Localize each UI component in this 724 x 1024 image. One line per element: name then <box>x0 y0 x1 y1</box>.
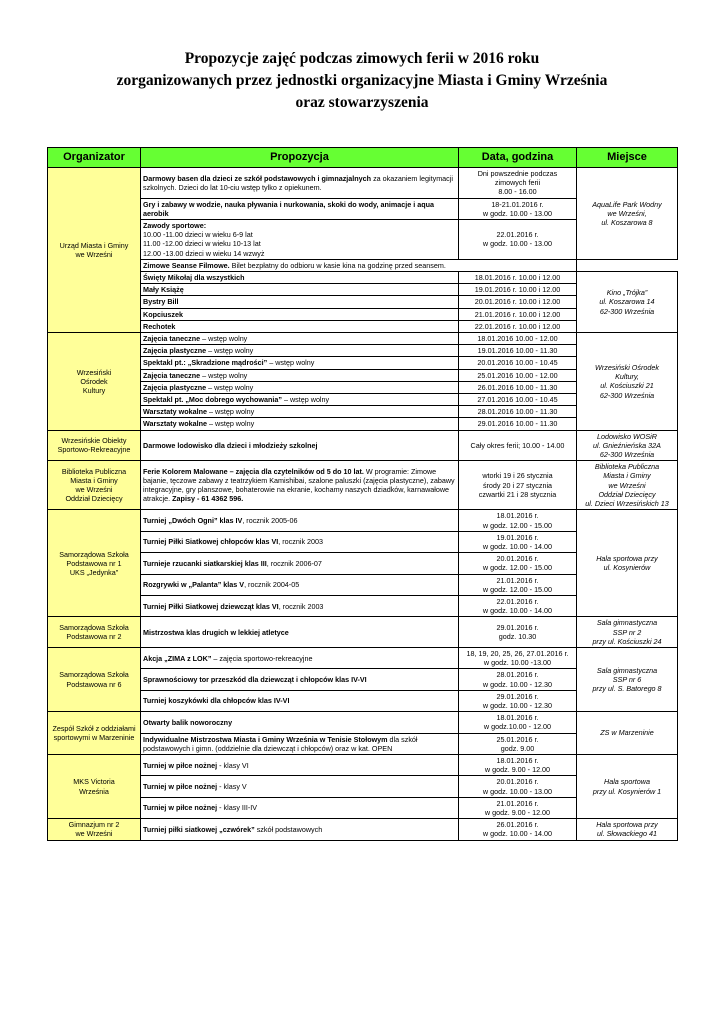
date-cell: 18.01.2016 10.00 - 12.00 <box>459 333 577 345</box>
date-cell: 21.01.2016 r. w godz. 12.00 - 15.00 <box>459 574 577 595</box>
organizer-cell: Wrzesiński Ośrodek Kultury <box>48 333 141 431</box>
proposal-cell <box>141 333 459 345</box>
date-cell: 25.01.2016 r. godz. 9.00 <box>459 733 577 754</box>
organizer-cell: Samorządowa Szkoła Podstawowa nr 1 UKS „Jedynka” <box>48 510 141 617</box>
proposal-cell <box>141 461 459 510</box>
proposal-cell <box>141 406 459 418</box>
place-cell: ZS w Marzeninie <box>577 712 678 755</box>
organizer-cell: Samorządowa Szkoła Podstawowa nr 2 <box>48 617 141 648</box>
date-cell: 18, 19, 20, 25, 26, 27.01.2016 r. w godz. 10.00 -13.00 <box>459 647 577 668</box>
header-organizer: Organizator <box>48 148 141 168</box>
proposal-cell <box>141 369 459 381</box>
date-cell: 20.01.2016 r. w godz. 10.00 - 13.00 <box>459 776 577 797</box>
organizer-cell: Urząd Miasta i Gminy we Wrześni <box>48 168 141 333</box>
proposal-details: , rocznik 2003 <box>278 537 324 547</box>
date-cell: Dni powszednie podczas zimowych ferii 8.00 - 16.00 <box>459 168 577 199</box>
proposal-title: Turniej koszykówki dla chłopców klas IV-VI <box>143 696 290 706</box>
proposal-details: – wstęp wolny <box>200 334 248 344</box>
proposal-title: Turniej „Dwóch Ogni” klas IV <box>143 515 243 525</box>
proposal-cell <box>141 430 459 461</box>
date-cell: 19.01.2016 r. w godz. 10.00 - 14.00 <box>459 531 577 552</box>
table-body <box>48 168 678 841</box>
proposal-cell <box>141 320 459 332</box>
place-cell: Sala gimnastyczna SSP nr 6 przy ul. S. Batorego 8 <box>577 647 678 711</box>
proposal-details: - klasy III-IV <box>217 803 258 813</box>
date-cell: 19.01.2016 10.00 - 11.30 <box>459 345 577 357</box>
proposal-details: , rocznik 2006-07 <box>266 558 322 568</box>
proposal-cell <box>141 574 459 595</box>
date-cell: 26.01.2016 r. w godz. 10.00 - 14.00 <box>459 819 577 840</box>
proposal-cell <box>141 510 459 531</box>
proposal-cell <box>141 647 459 668</box>
page-title <box>0 48 724 114</box>
proposal-title: Turniej Piłki Siatkowej dziewcząt klas VI <box>143 601 279 611</box>
proposal-cell <box>141 617 459 648</box>
table-row <box>48 168 678 199</box>
proposal-cell <box>141 381 459 393</box>
proposal-cell <box>141 168 459 199</box>
proposal-cell <box>141 272 459 284</box>
proposal-title: Zajęcia taneczne <box>143 370 201 380</box>
proposal-cell <box>141 690 459 711</box>
date-cell: 18.01.2016 r. w godz. 12.00 - 15.00 <box>459 510 577 531</box>
proposal-title: Zawody sportowe: <box>143 221 207 231</box>
place-cell: AquaLife Park Wodny we Wrześni, ul. Koszarowa 8 <box>577 168 678 260</box>
date-cell: 20.01.2016 r. 10.00 i 12.00 <box>459 296 577 308</box>
proposal-title: Turnieje rzucanki siatkarskiej klas III <box>143 558 267 568</box>
proposal-title: Warsztaty wokalne <box>143 407 208 417</box>
proposal-title: Bystry Bill <box>143 297 179 307</box>
proposal-title: Otwarty balik noworoczny <box>143 717 233 727</box>
header-date: Data, godzina <box>459 148 577 168</box>
proposal-title: Zajęcia plastyczne <box>143 346 207 356</box>
date-cell: wtorki 19 i 26 stycznia środy 20 i 27 stycznia czwartki 21 i 28 stycznia <box>459 461 577 510</box>
proposal-title: Turniej Piłki Siatkowej chłopców klas VI <box>143 537 279 547</box>
date-cell: 29.01.2016 r. w godz. 10.00 - 12.30 <box>459 690 577 711</box>
proposal-details: – wstęp wolny <box>207 407 255 417</box>
proposal-cell <box>141 259 577 271</box>
organizer-cell: MKS Victoria Września <box>48 754 141 818</box>
proposal-cell <box>141 553 459 574</box>
proposal-title: Rozgrywki w „Palanta” klas V <box>143 580 245 590</box>
proposal-title: Sprawnościowy tor przeszkód dla dziewcząt i chłopców klas IV-VI <box>143 674 367 684</box>
proposal-cell <box>141 220 459 260</box>
proposal-title: Kopciuszek <box>143 309 183 319</box>
proposal-details: - klasy V <box>217 781 247 791</box>
proposal-cell <box>141 296 459 308</box>
place-cell: Wrzesiński Ośrodek Kultury, ul. Kościuszki 21 62-300 Września <box>577 333 678 431</box>
date-cell: 18.01.2016 r. w godz.10.00 - 12.00 <box>459 712 577 733</box>
proposal-title: Warsztaty wokalne <box>143 419 208 429</box>
organizer-cell: Biblioteka Publiczna Miasta i Gminy we Wrześni Oddział Dziecięcy <box>48 461 141 510</box>
proposal-cell <box>141 418 459 430</box>
proposal-title: Gry i zabawy w wodzie, nauka pływania i nurkowania, skoki do wody, animacje i aqua aerobik <box>143 199 435 218</box>
date-cell: 28.01.2016 10.00 - 11.30 <box>459 406 577 418</box>
date-cell: 25.01.2016 10.00 - 12.00 <box>459 369 577 381</box>
date-cell: 18-21.01.2016 r. w godz. 10.00 - 13.00 <box>459 198 577 219</box>
table-row <box>48 510 678 531</box>
proposal-title: Darmowy basen dla dzieci ze szkół podstawowych i gimnazjalnych <box>143 173 372 183</box>
proposal-details: - klasy VI <box>217 760 249 770</box>
date-cell: Cały okres ferii; 10.00 - 14.00 <box>459 430 577 461</box>
date-cell: 22.01.2016 r. 10.00 i 12.00 <box>459 320 577 332</box>
proposal-title: Rechotek <box>143 321 176 331</box>
proposal-title: Zimowe Seanse Filmowe. <box>143 260 230 270</box>
proposal-title: Turniej w piłce nożnej <box>143 803 218 813</box>
date-cell: 22.01.2016 r. w godz. 10.00 - 13.00 <box>459 220 577 260</box>
proposal-details: – wstęp wolny <box>267 358 315 368</box>
place-cell: Lodowisko WOSiR ul. Gnieźnieńska 32A 62-300 Września <box>577 430 678 461</box>
proposal-title: Spektakl pt.: „Skradzione mądrości” <box>143 358 268 368</box>
proposal-cell <box>141 754 459 775</box>
header-row <box>48 148 678 168</box>
table-row <box>48 430 678 461</box>
place-cell: Hala sportowa przy ul. Słowackiego 41 <box>577 819 678 840</box>
proposal-title: Mały Książę <box>143 285 184 295</box>
proposal-cell <box>141 776 459 797</box>
proposal-cell <box>141 531 459 552</box>
place-cell: Kino „Trójka” ul. Koszarowa 14 62-300 Września <box>577 272 678 333</box>
proposal-cell <box>141 797 459 818</box>
proposal-title: Darmowe lodowisko dla dzieci i młodzieży szkolnej <box>143 440 318 450</box>
proposal-title: Zajęcia taneczne <box>143 334 201 344</box>
proposal-cell <box>141 669 459 690</box>
proposal-details: 10.00 -11.00 dzieci w wieku 6-9 lat 11.00 -12.00 dzieci w wieku 10-13 lat 12.00 -13.00 dzieci w wieku 14 wzwyż <box>143 230 265 258</box>
proposal-title: Mistrzostwa klas drugich w lekkiej atletyce <box>143 627 289 637</box>
proposal-details: , rocznik 2005-06 <box>242 515 298 525</box>
place-cell: Biblioteka Publiczna Miasta i Gminy we Wrześni Oddział Dziecięcy ul. Dzieci Wrzesińskich 13 <box>577 461 678 510</box>
proposal-details: – wstęp wolny <box>206 382 254 392</box>
table-row <box>48 647 678 668</box>
proposal-title: Święty Mikołaj dla wszystkich <box>143 273 245 283</box>
events-table <box>47 147 678 841</box>
proposal-details: – wstęp wolny <box>206 346 254 356</box>
date-cell: 29.01.2016 r. godz. 10.30 <box>459 617 577 648</box>
date-cell: 19.01.2016 r. 10.00 i 12.00 <box>459 284 577 296</box>
place-cell: Hala sportowa przy ul. Kosynierów <box>577 510 678 617</box>
proposal-cell <box>141 198 459 219</box>
proposal-title: Spektakl pt. „Moc dobrego wychowania” <box>143 395 282 405</box>
organizer-cell: Gimnazjum nr 2 we Wrześni <box>48 819 141 840</box>
date-cell: 20.01.2016 r. w godz. 12.00 - 15.00 <box>459 553 577 574</box>
proposal-details: – wstęp wolny <box>281 395 330 405</box>
date-cell: 18.01.2016 r. w godz. 9.00 - 12.00 <box>459 754 577 775</box>
date-cell: 21.01.2016 r. 10.00 i 12.00 <box>459 308 577 320</box>
table-row <box>48 333 678 345</box>
proposal-cell <box>141 308 459 320</box>
date-cell: 21.01.2016 r. w godz. 9.00 - 12.00 <box>459 797 577 818</box>
table-row <box>48 754 678 775</box>
date-cell: 28.01.2016 r. w godz. 10.00 - 12.30 <box>459 669 577 690</box>
organizer-cell: Wrzesińskie Obiekty Sportowo-Rekreacyjne <box>48 430 141 461</box>
title-line-2: zorganizowanych przez jednostki organizacyjne Miasta i Gminy Września <box>116 72 608 89</box>
proposal-details: – wstęp wolny <box>200 370 248 380</box>
date-cell: 26.01.2016 10.00 - 11.30 <box>459 381 577 393</box>
place-cell: Hala sportowa przy ul. Kosynierów 1 <box>577 754 678 818</box>
proposal-title: Zajęcia plastyczne <box>143 382 207 392</box>
proposal-cell <box>141 284 459 296</box>
date-cell: 27.01.2016 10.00 - 10.45 <box>459 394 577 406</box>
table-row <box>48 461 678 510</box>
table-row <box>48 259 678 271</box>
proposal-cell <box>141 819 459 840</box>
proposal-cell <box>141 357 459 369</box>
header-proposal: Propozycja <box>141 148 459 168</box>
proposal-details: W programie: Zimowe bajanie, tęczowe zabawy z teatrzykiem Kamishibai, szalone paluszki (zajęcia plastyczne), zabawy integracyjne, gry planszowe, bohaterowie na ekranie, kochamy naszych dziadków, karnawałowe atrakcje. <box>143 466 455 504</box>
proposal-details: – zajęcia sportowo-rekreacyjne <box>211 653 313 663</box>
proposal-contact: Zapisy - 61 4362 596. <box>172 494 244 504</box>
proposal-cell <box>141 712 459 733</box>
proposal-title: Indywidualne Mistrzostwa Miasta i Gminy Września w Tenisie Stołowym <box>143 734 388 744</box>
proposal-cell <box>141 345 459 357</box>
date-cell: 20.01.2016 10.00 - 10.45 <box>459 357 577 369</box>
table-row <box>48 272 678 284</box>
date-cell: 29.01.2016 10.00 - 11.30 <box>459 418 577 430</box>
proposal-details: dla szkół podstawowych i gimn. (oddzielnie dla dziewcząt i chłopców) oraz w kat. OPEN <box>143 734 418 753</box>
proposal-title: Turniej piłki siatkowej „czwórek” <box>143 824 255 834</box>
place-cell: Sala gimnastyczna SSP nr 2 przy ul. Kościuszki 24 <box>577 617 678 648</box>
proposal-details: szkół podstawowych <box>254 824 323 834</box>
title-line-1: Propozycje zajęć podczas zimowych ferii w 2016 roku <box>184 50 540 67</box>
table-row <box>48 819 678 840</box>
proposal-details: – wstęp wolny <box>207 419 255 429</box>
date-cell: 22.01.2016 r. w godz. 10.00 - 14.00 <box>459 595 577 616</box>
proposal-cell <box>141 733 459 754</box>
proposal-title: Turniej w piłce nożnej <box>143 781 218 791</box>
date-cell: 18.01.2016 r. 10.00 i 12.00 <box>459 272 577 284</box>
proposal-title: Turniej w piłce nożnej <box>143 760 218 770</box>
proposal-title: Ferie Kolorem Malowane – zajęcia dla czytelników od 5 do 10 lat. <box>143 466 364 476</box>
proposal-details: Bilet bezpłatny do odbioru w kasie kina na godzinę przed seansem. <box>229 260 446 270</box>
proposal-cell <box>141 595 459 616</box>
proposal-details: za okazaniem legitymacji szkolnych. Dzieci do lat 10-ciu wstęp tylko z opiekunem. <box>143 173 453 192</box>
proposal-cell <box>141 394 459 406</box>
header-place: Miejsce <box>577 148 678 168</box>
organizer-cell: Samorządowa Szkoła Podstawowa nr 6 <box>48 647 141 711</box>
title-line-3: oraz stowarzyszenia <box>295 94 429 111</box>
table-row <box>48 712 678 733</box>
proposal-title: Akcja „ZIMA z LOK” <box>143 653 212 663</box>
table-row <box>48 617 678 648</box>
proposal-details: , rocznik 2003 <box>278 601 324 611</box>
proposal-details: , rocznik 2004-05 <box>244 580 300 590</box>
organizer-cell: Zespół Szkół z oddziałami sportowymi w Marzeninie <box>48 712 141 755</box>
